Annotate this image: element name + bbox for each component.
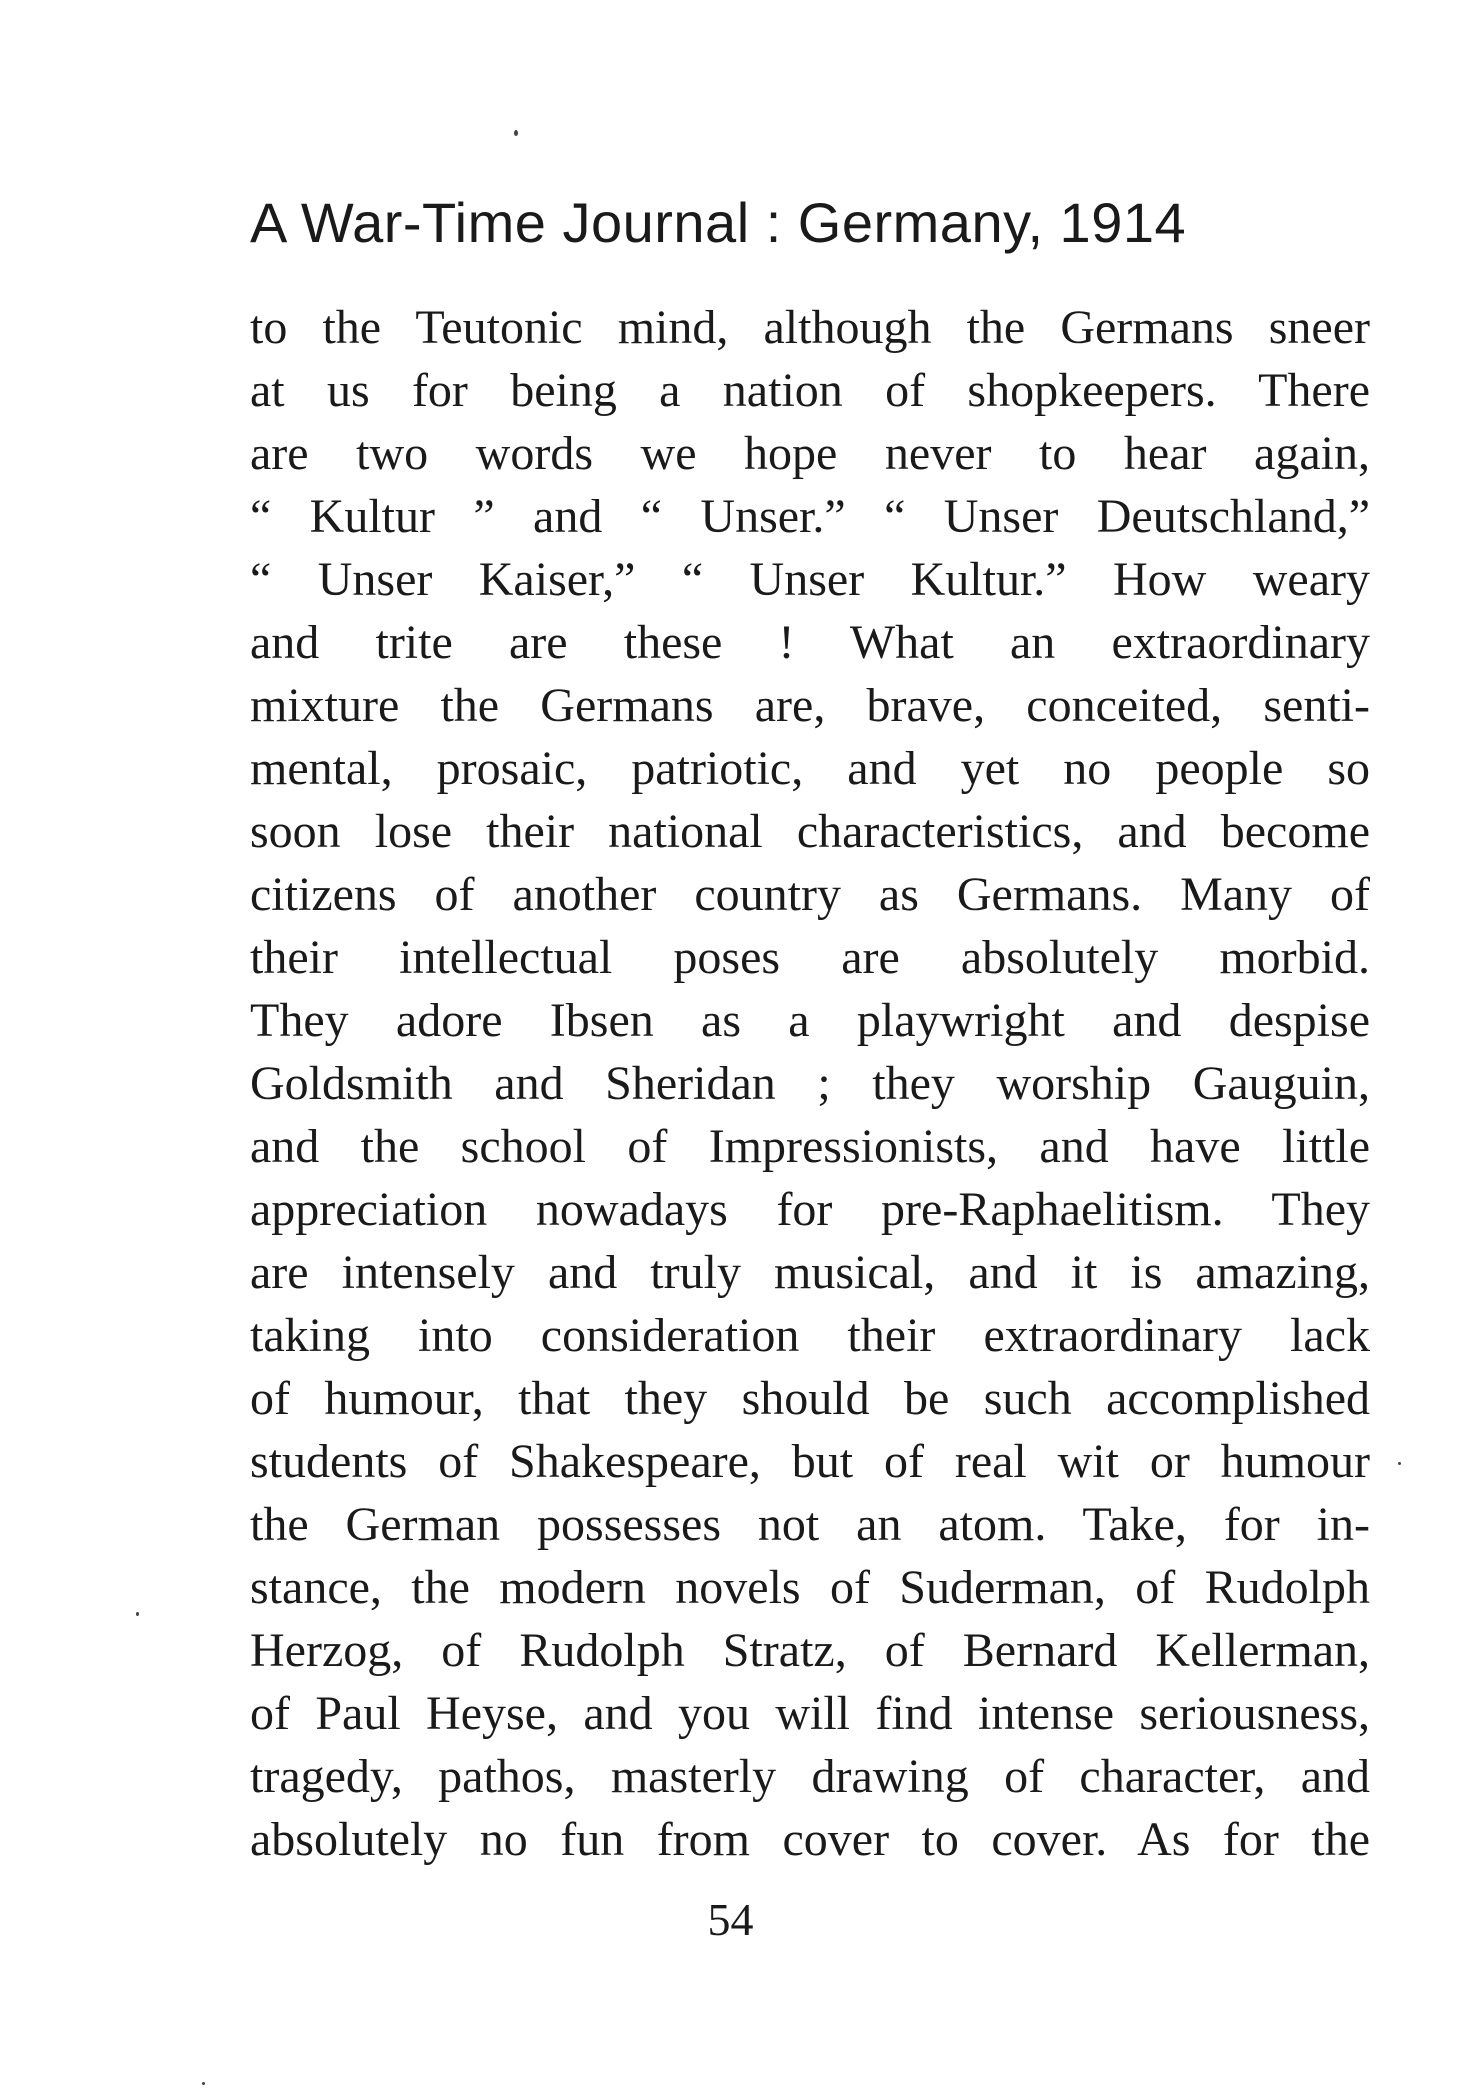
text-line: to the Teutonic mind, although the Germans sneer	[250, 301, 1370, 354]
text-line: mixture the Germans are, brave, conceited, senti-	[250, 679, 1370, 732]
text-line: “ Unser Kaiser,” “ Unser Kultur.” How weary	[250, 553, 1370, 606]
text-line: are intensely and truly musical, and it is amazing,	[250, 1246, 1370, 1299]
text-line: their intellectual poses are absolutely morbid.	[250, 931, 1370, 984]
text-line: mental, prosaic, patriotic, and yet no people so	[250, 742, 1370, 795]
print-speck	[202, 2082, 205, 2085]
text-line: at us for being a nation of shopkeepers. There	[250, 364, 1370, 417]
text-line: “ Kultur ” and “ Unser.” “ Unser Deutschland,”	[250, 490, 1370, 543]
text-line: Herzog, of Rudolph Stratz, of Bernard Kellerman,	[250, 1624, 1370, 1677]
print-speck	[136, 1612, 139, 1616]
text-line: and the school of Impressionists, and have little	[250, 1120, 1370, 1173]
text-line: They adore Ibsen as a playwright and despise	[250, 994, 1370, 1047]
text-line: tragedy, pathos, masterly drawing of character, and	[250, 1750, 1370, 1803]
text-line: students of Shakespeare, but of real wit or humour	[250, 1435, 1370, 1488]
text-line: citizens of another country as Germans. Many of	[250, 868, 1370, 921]
text-line: Goldsmith and Sheridan ; they worship Gauguin,	[250, 1057, 1370, 1110]
text-line: of humour, that they should be such accomplished	[250, 1372, 1370, 1425]
text-line: of Paul Heyse, and you will find intense seriousness,	[250, 1687, 1370, 1740]
text-line: are two words we hope never to hear again,	[250, 427, 1370, 480]
page-number: 54	[707, 1894, 754, 1945]
text-line: appreciation nowadays for pre-Raphaelitism. They	[250, 1183, 1370, 1236]
print-speck	[514, 130, 518, 136]
text-line: absolutely no fun from cover to cover. As for the	[250, 1813, 1370, 1866]
print-speck	[1398, 1462, 1401, 1465]
text-line: stance, the modern novels of Suderman, of Rudolph	[250, 1561, 1370, 1614]
running-head: A War-Time Journal : Germany, 1914	[250, 191, 1187, 254]
body-text	[250, 296, 1370, 1871]
text-line: taking into consideration their extraordinary lack	[250, 1309, 1370, 1362]
text-line: soon lose their national characteristics, and become	[250, 805, 1370, 858]
text-line: and trite are these ! What an extraordinary	[250, 616, 1370, 669]
text-line: the German possesses not an atom. Take, for in-	[250, 1498, 1370, 1551]
